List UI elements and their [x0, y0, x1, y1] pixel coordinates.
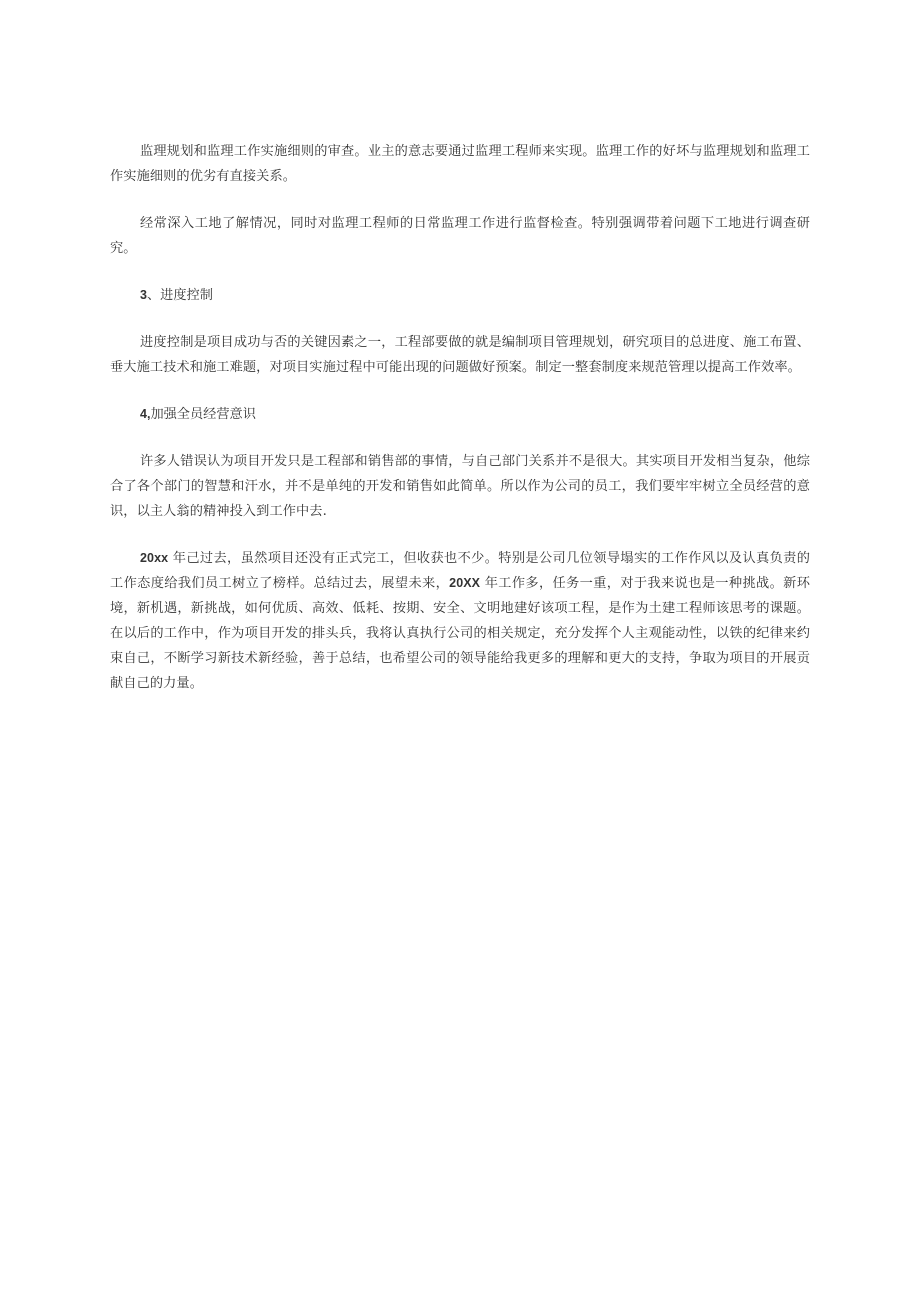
paragraph-business-awareness: 许多人错误认为项目开发只是工程部和销售部的事情，与自己部门关系并不是很大。其实项目开发相当复杂，他综合了各个部门的智慧和汗水，并不是单纯的开发和销售如此简单。所以作为公司的员工，我们要牢牢树立全员经营的意识，以主人翁的精神投入到工作中去.: [110, 454, 810, 519]
section-number: 4,: [140, 407, 151, 421]
section-heading-business-awareness: [110, 402, 810, 427]
summary-text-part1: 年己过去，虽然项目还没有正式完工，但收获也不少。特别是公司几位领导塌实的工作作风以及认真负责的工作态度给我们员工树立了榜样。总结过去，展望未来，: [110, 551, 810, 591]
year-label: 20XX: [449, 576, 481, 590]
paragraph-supervision-review: 监理规划和监理工作实施细则的审查。业主的意志要通过监理工程师来实现。监理工作的好坏与监理规划和监理工作实施细则的优劣有直接关系。: [110, 144, 810, 184]
section-number: 3: [140, 288, 147, 302]
section-title: 加强全员经营意识: [150, 407, 256, 422]
document-body: [110, 139, 810, 696]
paragraph-schedule-control: 进度控制是项目成功与否的关键因素之一，工程部要做的就是编制项目管理规划，研究项目的总进度、施工布置、垂大施工技术和施工难题，对项目实施过程中可能出现的问题做好预案。制定一整套制度来规范管理以提高工作效率。: [110, 335, 810, 375]
paragraph-summary: [110, 546, 810, 696]
paragraph-site-inspection: 经常深入工地了解情况，同时对监理工程师的日常监理工作进行监督检查。特别强调带着问题下工地进行调查研究。: [110, 216, 810, 256]
summary-text-part2: 年工作多，任务一重，对于我来说也是一种挑战。新环境，新机遇，新挑战，如何优质、高效、低耗、按期、安全、文明地建好该项工程，是作为土建工程师该思考的课题。在以后的工作中，作为项目开发的排头兵，我将认真执行公司的相关规定，充分发挥个人主观能动性，以铁的纪律来约束自己，不断学习新技术新经验，善于总结，也希望公司的领导能给我更多的理解和更大的支持，争取为项目的开展贡献自己的力量。: [110, 576, 810, 691]
year-label: 20xx: [140, 551, 169, 565]
section-title: 、进度控制: [146, 288, 213, 303]
section-heading-schedule-control: [110, 283, 810, 308]
